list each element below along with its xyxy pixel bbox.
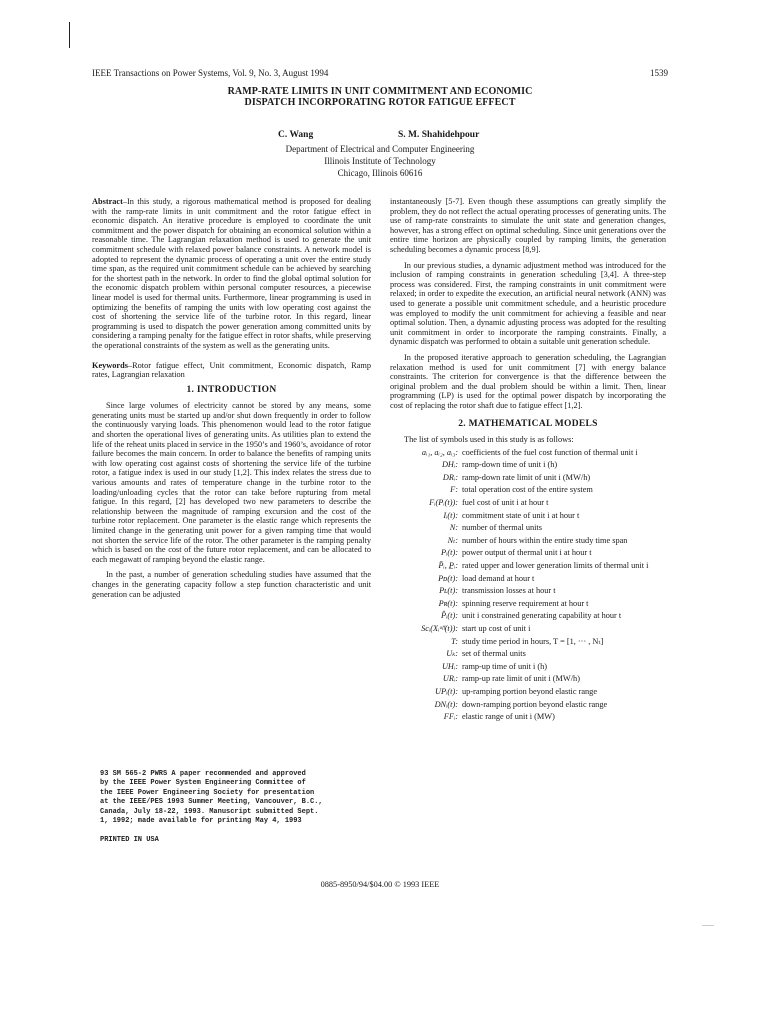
affiliation [92, 143, 668, 179]
symbol: Nₜ: [447, 535, 458, 545]
symbol: DHᵢ: [441, 460, 458, 470]
printed-in-usa: PRINTED IN USA [100, 836, 159, 845]
symbol-row [390, 586, 666, 596]
symbol-definition: ramp-up rate limit of unit i (MW/h) [462, 674, 580, 684]
symbol: UHᵢ: [441, 661, 458, 671]
author-1: C. Wang [278, 130, 314, 140]
abstract-label: Abstract [92, 197, 123, 206]
symbol: Uₖ: [446, 649, 458, 659]
right-paragraph-3: In the proposed iterative approach to generation scheduling, the Lagrangian relaxation method is used for unit commitment [7] with energy balance constraints. The criterion for convergence is that the difference between the original problem and the dual problem should be within a limit. Then, linear programming (LP) is used for the optimal power dispatch by incorporating the cost of replacing the rotor shaft due to fatigue effect [1,2]. [390, 352, 666, 410]
affiliation-city: Chicago, Illinois 60616 [337, 168, 423, 178]
symbol-definition: study time period in hours, T = [1, ··· , Nₜ] [462, 636, 604, 646]
symbol-definition: power output of thermal unit i at hour t [462, 548, 592, 558]
symbol-definition: load demand at hour t [462, 573, 535, 583]
symbol-row [390, 637, 666, 647]
symbol-definition: transmission losses at hour t [462, 586, 556, 596]
symbol: DNᵢ(t): [434, 699, 458, 709]
intro-paragraph-1: Since large volumes of electricity cannot be stored by any means, some generating units must be started up and/or shut down frequently in order to follow the continuously varying loads. This phenomenon would lead to the rotor fatigue and shorten the operational lives of generating units. As utilities plan to extend the life of the reheat units placed in service in the 1950’s and 1960’s, avoidance of rotor failure becomes the main concern. In order to balance the benefits of ramping units with low operating cost against costs of shortening the service life of the turbine rotor, a fatigue index is used in our study [1,2]. This index relates the stress due to various amounts and rates of temperature change in the turbine rotor to the loading/unloading cycles that the rotor can take before rupturing from metal fatigue. In this regard, [2] has developed two new parameters to describe the relationship between the magnitude of ramping excursion and the cost of the turbine rotor replacement. One parameter is the elastic range which represents the limited change in the generating unit power for a given ramping time that would not shorten the service life of the rotor. The other parameter is the ramping penalty which is based on the cost of the future rotor replacement, and can be allocated to each megawatt of ramping beyond the elastic range. [92, 401, 371, 564]
page-number: 1539 [650, 68, 668, 78]
symbol-row [390, 700, 666, 710]
abstract-text: –In this study, a rigorous mathematical method is proposed for dealing with the ramp-rate limits in unit commitment and the rotor fatigue effect in economic dispatch. An iterative procedure is employed to coordinate the unit commitment and the power dispatch for obtaining an economical solution within a reasonable time. The Lagrangian relaxation method is used to generate the unit commitment schedule with relaxed power balance constraints. A network model is adopted to represent the dynamic process of operating a unit over the entire study time span, as the required unit commitment schedule can be achieved by searching for the shortest path in the network. In order to find the global optimal solution for the economic dispatch problem within personal computer resources, a piecewise linear model is used for thermal units. Furthermore, linear programming is used in optimizing the benefits of ramping the units with low operating cost against the cost of shortening the service life of the turbine rotor. In this regard, linear programming is used to dispatch the power generation among committed units by considering a ramping penalty for the fatigue effect in rotor shafts, while preserving the operational constraints of the system as well as the generating units. [92, 197, 371, 350]
symbol-row [390, 511, 666, 521]
intro-paragraph-2: In the past, a number of generation scheduling studies have assumed that the changes in the generating capacity follow a step function characteristic and unit generation can be adjusted [92, 570, 371, 599]
footnote-line: by the IEEE Power System Engineering Committee of [100, 779, 306, 788]
symbol-row [390, 599, 666, 609]
symbol-definition: unit i constrained generating capability at hour t [462, 611, 622, 621]
symbol-definition: start up cost of unit i [462, 623, 531, 633]
symbol-definition: ramp-down rate limit of unit i (MW/h) [462, 472, 591, 482]
symbol-row [390, 687, 666, 697]
scan-margin-mark [69, 22, 70, 48]
symbol-row [390, 473, 666, 483]
section-heading-mathematical-models: 2. MATHEMATICAL MODELS [458, 419, 598, 430]
symbol-definition: total operation cost of the entire system [462, 485, 593, 495]
symbol: Fᵢ(Pᵢ(t)): [429, 498, 458, 508]
right-paragraph-2: In our previous studies, a dynamic adjustment method was introduced for the inclusion of ramping constraints in generation scheduling [3,4]. A three-step process was considered. First, the ramping constraints in unit commitment were relaxed; in order to expedite the execution, an artificial neural network (ANN) was used to generate a possible unit commitment schedule, and a heuristic procedure was employed to modify the unit commitment for achieving a feasible and near optimal solution. Then, a dynamic adjusting process was adopted for the resulting unit commitment in order to incorporate the ramping constraints. Finally, a dynamic dispatch was performed to obtain a suitable unit generation schedule. [390, 260, 666, 347]
right-column [390, 197, 666, 725]
symbol-definition: elastic range of unit i (MW) [462, 712, 555, 722]
keywords-text: –Rotor fatigue effect, Unit commitment, Economic dispatch, Ramp rates, Lagrangian relaxation [92, 360, 371, 380]
footnote-line: at the IEEE/PES 1993 Summer Meeting, Vancouver, B.C., [100, 798, 323, 807]
symbol-row [390, 485, 666, 495]
symbol: N: [449, 523, 458, 533]
affiliation-department: Department of Electrical and Computer Engineering [285, 144, 475, 154]
symbol-row [390, 561, 666, 571]
footnote-line: the IEEE Power Engineering Society for presentation [100, 788, 315, 797]
symbol-row [390, 649, 666, 659]
symbol: aᵢ₁, aᵢ₂, aᵢ₃: [421, 447, 458, 457]
symbol: T: [451, 636, 458, 646]
journal-citation: IEEE Transactions on Power Systems, Vol. 9, No. 3, August 1994 [92, 68, 329, 78]
symbol: Pʟ(t): [439, 586, 458, 596]
symbol: UPᵢ(t): [435, 686, 458, 696]
symbol-definition: coefficients of the fuel cost function of thermal unit i [462, 447, 638, 457]
left-column [92, 197, 371, 605]
paper-title [92, 86, 668, 108]
abstract [92, 197, 371, 351]
symbol: P̄ᵢ, P̲ᵢ: [438, 561, 458, 570]
symbol-row [390, 574, 666, 584]
right-paragraph-1: instantaneously [5-7]. Even though these assumptions can greatly simplify the problem, they do not reflect the actual operating processes of generating units. The use of ramp-rate constraints to simulate the unit state and generation changes, however, has a strong effect on optimal scheduling. Since unit generations over the entire time horizon are physically coupled by ramping limits, the generation scheduling becomes a dynamic process [8,9]. [390, 197, 666, 254]
symbol: Iᵢ(t): [443, 510, 458, 520]
symbol-definition: commitment state of unit i at hour t [462, 510, 580, 520]
footnote-line: Canada, July 18-22, 1993. Manuscript submitted Sept. [100, 807, 319, 816]
symbol-definition: rated upper and lower generation limits of thermal unit i [462, 561, 649, 570]
footnote-line: 1, 1992; made available for printing May 4, 1993 [100, 817, 302, 826]
keywords-label: Keywords [92, 360, 128, 370]
symbol-row [390, 611, 666, 621]
symbol: F: [450, 485, 458, 495]
symbol-row [390, 712, 666, 722]
symbol-row [390, 624, 666, 634]
symbol: Pᵢ(t): [441, 548, 458, 558]
affiliation-institute: Illinois Institute of Technology [324, 156, 436, 166]
symbol-definition: ramp-up time of unit i (h) [462, 661, 548, 671]
title-line-1: RAMP-RATE LIMITS IN UNIT COMMITMENT AND ECONOMIC [227, 86, 533, 97]
symbol-definition: number of thermal units [462, 523, 542, 533]
section-heading-introduction: 1. INTRODUCTION [186, 384, 277, 395]
symbol-definition: set of thermal units [462, 649, 526, 659]
symbol-definition: spinning reserve requirement at hour t [462, 598, 589, 608]
symbols-intro: The list of symbols used in this study is as follows: [404, 435, 574, 445]
symbol-definition: down-ramping portion beyond elastic range [462, 699, 608, 709]
symbol-definition: number of hours within the entire study time span [462, 535, 628, 545]
symbol-row [390, 662, 666, 672]
symbol-list [390, 448, 666, 722]
symbol: URᵢ: [442, 674, 458, 684]
symbol-definition: up-ramping portion beyond elastic range [462, 686, 598, 696]
footnote-line: 93 SM 565-2 PWRS A paper recommended and approved [100, 770, 306, 778]
symbol-definition: ramp-down time of unit i (h) [462, 460, 558, 470]
symbol: P̂ᵢ(t): [441, 611, 458, 621]
symbol-row [390, 460, 666, 470]
symbol-row [390, 523, 666, 533]
footnote [100, 770, 370, 846]
symbol-row [390, 548, 666, 558]
symbol-row [390, 448, 666, 458]
symbol: Scᵢ(Xᵢᵒᶠᶠ(t)): [421, 623, 458, 633]
symbol: FFᵢ: [443, 712, 458, 722]
author-2: S. M. Shahidehpour [398, 130, 480, 140]
scan-artifact [702, 925, 714, 926]
title-line-2: DISPATCH INCORPORATING ROTOR FATIGUE EFFECT [244, 97, 516, 108]
copyright-line: 0885-8950/94/$04.00 © 1993 IEEE [320, 880, 440, 889]
symbol: Pʀ(t): [438, 598, 458, 608]
symbol: Pᴅ(t): [438, 573, 458, 583]
keywords [92, 361, 371, 380]
symbol-row [390, 674, 666, 684]
symbol-row [390, 498, 666, 508]
symbol: DRᵢ: [442, 472, 458, 482]
symbol-row [390, 536, 666, 546]
symbol-definition: fuel cost of unit i at hour t [462, 498, 549, 508]
